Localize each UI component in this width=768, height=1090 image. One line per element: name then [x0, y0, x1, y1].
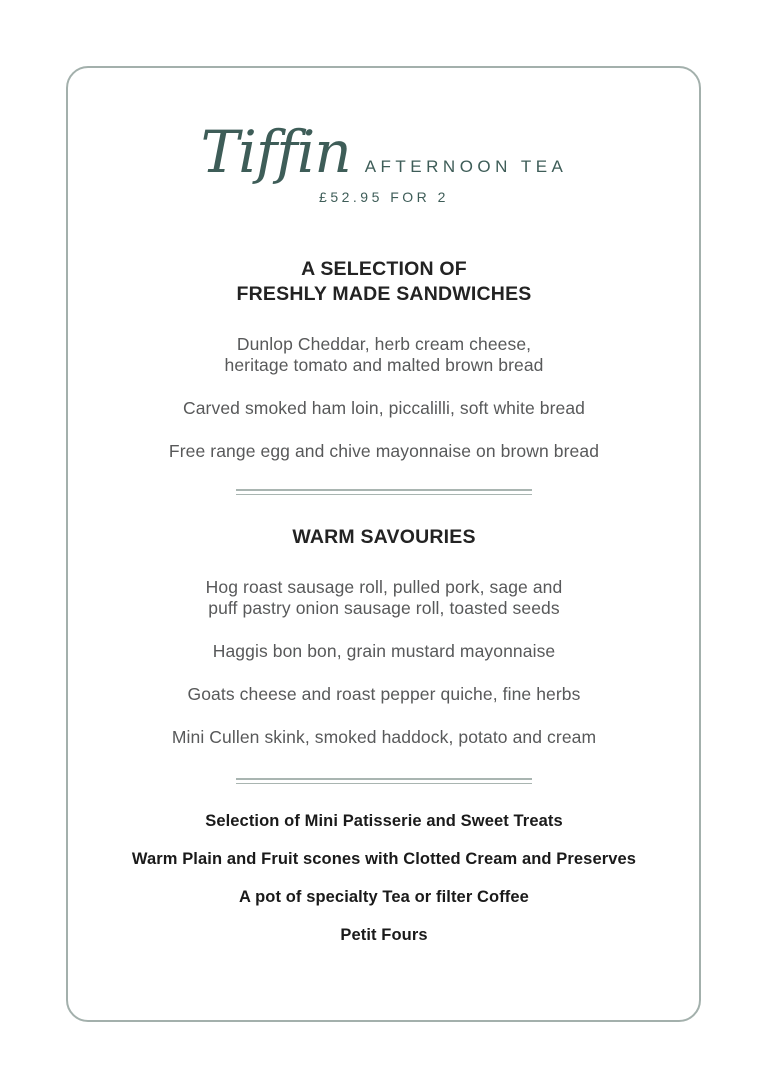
brand-lockup: [84, 118, 684, 186]
menu-item: [84, 334, 684, 376]
section-divider: [236, 489, 532, 495]
section-heading-sandwiches: [84, 257, 684, 307]
heading-line: FRESHLY MADE SANDWICHES: [236, 283, 532, 306]
section-heading-savouries: [84, 525, 684, 550]
finale-list: [84, 811, 684, 945]
menu-content: [84, 0, 684, 963]
item-line: Goats cheese and roast pepper quiche, fine herbs: [187, 684, 581, 705]
item-line: Carved smoked ham loin, piccalilli, soft white bread: [182, 398, 586, 419]
brand-title: AFTERNOON TEA: [364, 157, 568, 176]
menu-item: [84, 727, 684, 748]
item-line: Dunlop Cheddar, herb cream cheese,: [236, 334, 532, 355]
menu-item: [84, 577, 684, 619]
section-divider: [236, 778, 532, 784]
item-line: Free range egg and chive mayonnaise on brown bread: [168, 441, 600, 462]
heading-line: A SELECTION OF: [301, 258, 467, 281]
finale-item: Petit Fours: [340, 926, 428, 945]
menu-price: £52.95 FOR 2: [319, 189, 449, 206]
finale-item: Warm Plain and Fruit scones with Clotted Cream and Preserves: [131, 850, 637, 869]
menu-item: [84, 684, 684, 705]
finale-item: Selection of Mini Patisserie and Sweet Treats: [205, 812, 563, 831]
finale-item: A pot of specialty Tea or filter Coffee: [239, 888, 529, 907]
heading-line: WARM SAVOURIES: [292, 526, 476, 549]
menu-item: [84, 398, 684, 419]
menu-item: [84, 441, 684, 462]
item-line: Haggis bon bon, grain mustard mayonnaise: [212, 641, 556, 662]
item-line: heritage tomato and malted brown bread: [224, 355, 544, 376]
menu-item: [84, 641, 684, 662]
brand-script-wordmark: Tiffin: [200, 118, 351, 186]
item-line: Hog roast sausage roll, pulled pork, sage and: [205, 577, 563, 598]
menu-header: [84, 118, 684, 206]
item-line: Mini Cullen skink, smoked haddock, potato and cream: [171, 727, 597, 748]
item-line: puff pastry onion sausage roll, toasted seeds: [208, 598, 560, 619]
